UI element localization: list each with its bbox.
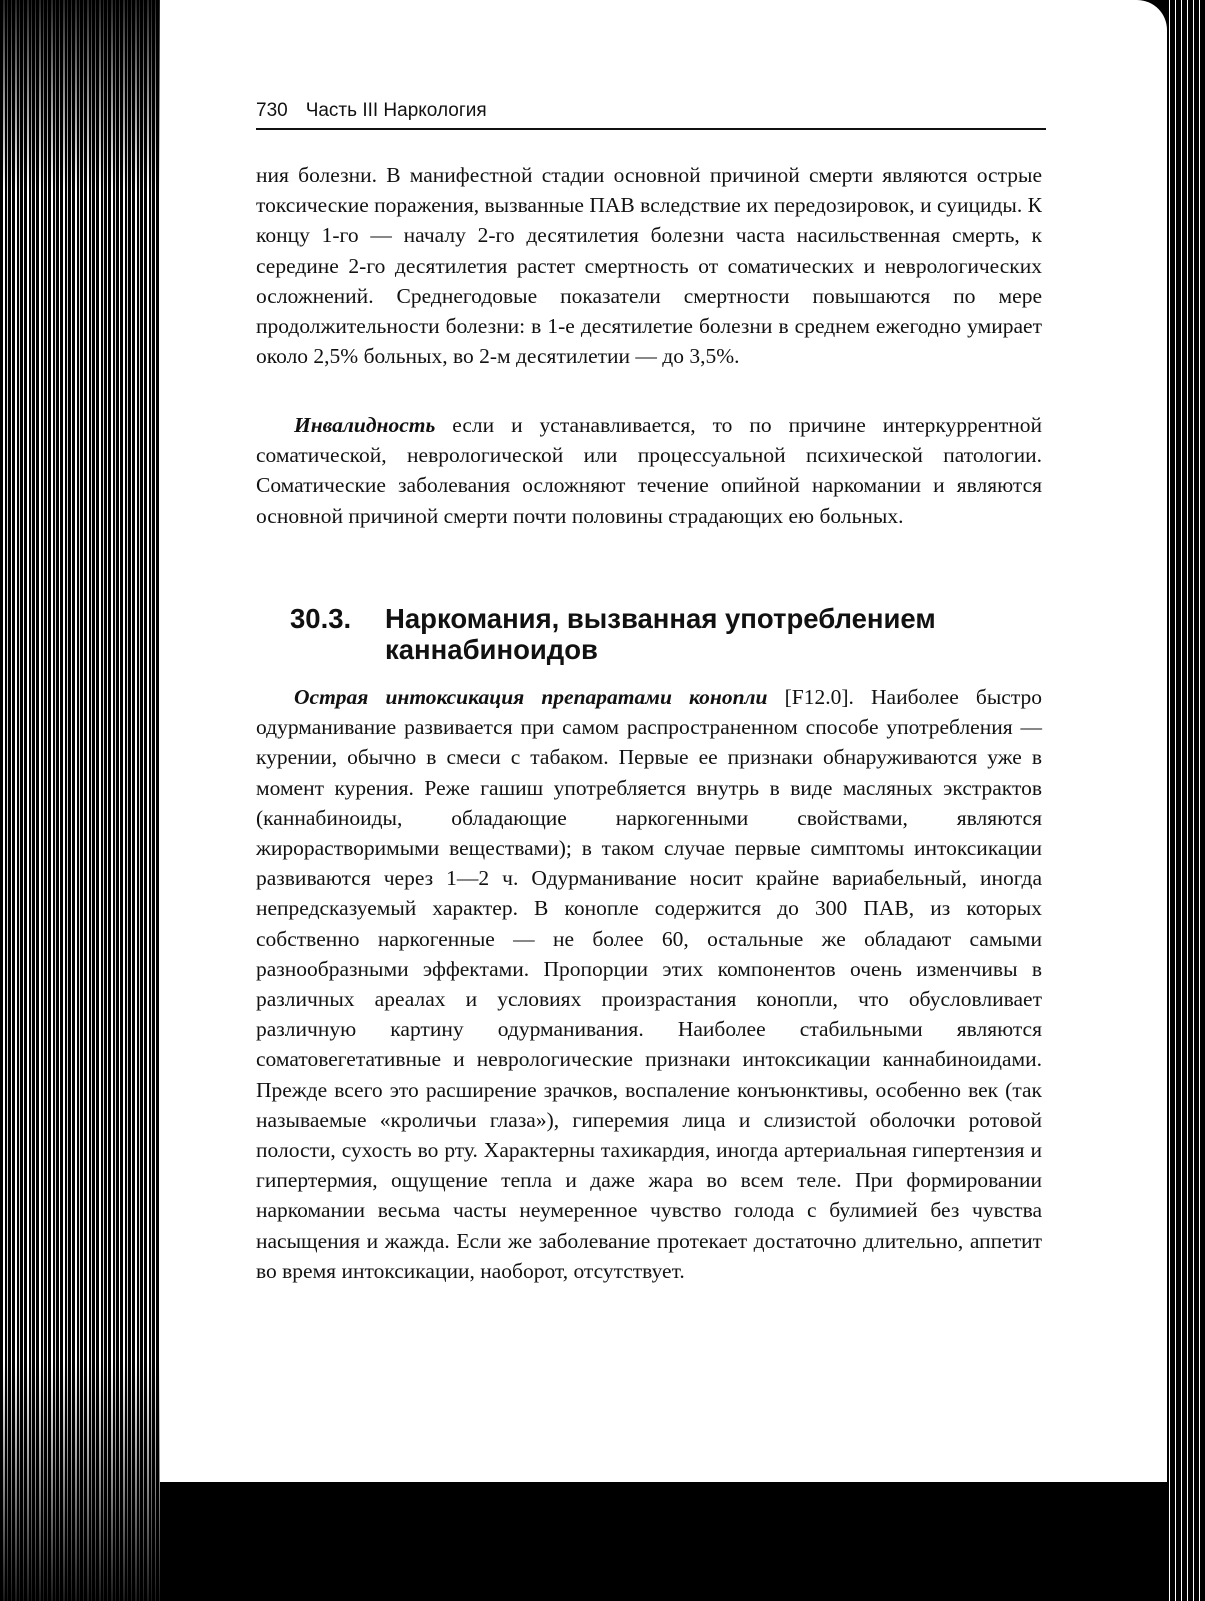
header-rule: [256, 128, 1046, 130]
page-number: 730: [256, 100, 288, 121]
section-title-line2: каннабиноидов: [385, 634, 598, 665]
section-number: 30.3.: [290, 603, 352, 634]
book-page: [160, 0, 1167, 1482]
paragraph-acute-intoxication: [256, 682, 1042, 1286]
book-page-edges-right: [1167, 0, 1205, 1601]
term-acute-intoxication: Острая интоксикация препаратами конопли: [294, 685, 768, 709]
paragraph-continuation: ния болезни. В манифестной стадии основной причиной смерти являются острые токсические поражения, вызванные ПАВ вследствие их передозировок, и суициды. К концу 1-го — началу 2-го десятилетия болезни часта насильственная смерть, к середине 2-го десятилетия растет смертность от соматических и неврологических осложнений. Среднегодовые показатели смертности повышаются по мере продолжительности болезни: в 1-е десятилетие болезни в среднем ежегодно умирает около 2,5% больных, во 2-м десятилетии — до 3,5%.: [256, 163, 1042, 369]
term-disability: Инвалидность: [294, 413, 436, 437]
paragraph-acute-intoxication-text: [F12.0]. Наиболее быстро одурманивание развивается при самом распространенном способе употребления — курении, обычно в смеси с табаком. Первые ее признаки обнаруживаются уже в момент курения. Реже гашиш употребляется внутрь в виде масляных экстрактов (каннабиноиды, обладающие наркогенными свойствами, являются жирорастворимыми веществами); в таком случае первые симптомы интоксикации развиваются через 1—2 ч. Одурманивание носит крайне вариабельный, иногда непредсказуемый характер. В конопле содержится до 300 ПАВ, из которых собственно наркогенные — не более 60, остальные же обладают самыми разнообразными эффектами. Пропорции этих компонентов очень изменчивы в различных ареалах и условиях произрастания конопли, что обусловливает различную картину одурманивания. Наиболее стабильными являются соматовегетативные и неврологические признаки интоксикации каннабиноидами. Прежде всего это расширение зрачков, воспаление конъюнктивы, особенно век (так называемые «кроличьи глаза»), гиперемия лица и слизистой оболочки ротовой полости, сухость во рту. Характерны тахикардия, иногда артериальная гипертензия и гипертермия, ощущение тепла и даже жара во всем теле. При формировании наркомании весьма часты неумеренное чувство голода с булимией без чувства насыщения и жажда. Если же заболевание протекает достаточно длительно, аппетит во время интоксикации, наоборот, отсутствует.: [256, 685, 1042, 1283]
paragraph-disability: [256, 410, 1042, 531]
running-head: [256, 100, 1041, 122]
paragraph-disability-text: если и устанавливается, то по причине интеркуррентной соматической, неврологической или процессуальной психической патологии. Соматические заболевания осложняют течение опийной наркомании и являются основной причиной смерти почти половины страдающих ею больных.: [256, 413, 1042, 528]
running-head-title: Часть III Наркология: [305, 100, 487, 121]
section-heading: [290, 603, 1050, 665]
bottom-shadow: [160, 1482, 1167, 1601]
section-title-line1: Наркомания, вызванная употреблением: [385, 603, 936, 634]
book-page-edges-left: [0, 0, 165, 1601]
